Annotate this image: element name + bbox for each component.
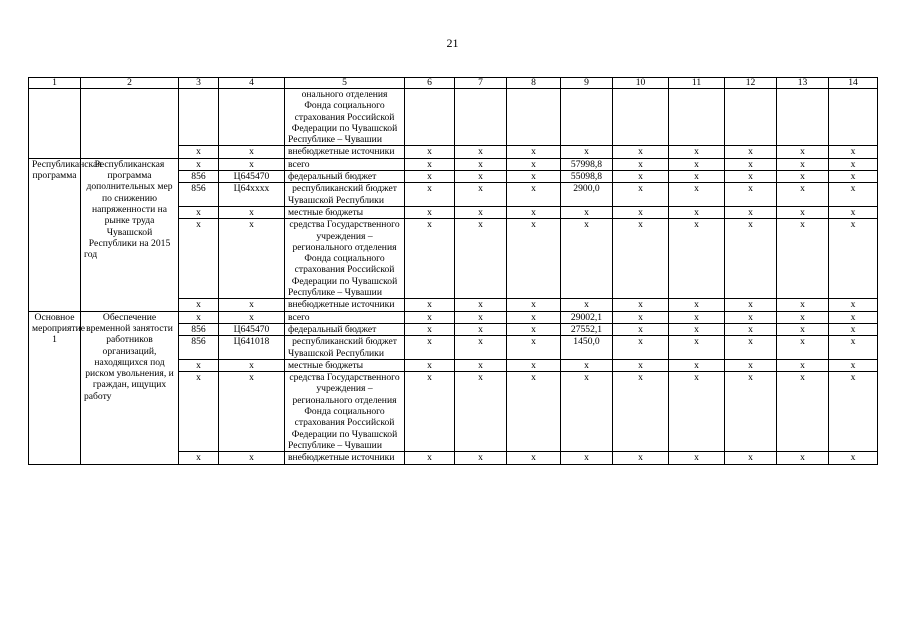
- cell-value: x: [455, 299, 507, 311]
- cell-value: x: [829, 183, 878, 207]
- cell-code: x: [179, 311, 219, 323]
- cell-funding-source: внебюджетные источники: [285, 146, 405, 158]
- cell-value: [725, 89, 777, 146]
- cell-code: x: [179, 299, 219, 311]
- cell-value: x: [405, 183, 455, 207]
- column-header: 9: [561, 78, 613, 89]
- column-header: 8: [507, 78, 561, 89]
- cell-value: x: [455, 171, 507, 183]
- column-header: 11: [669, 78, 725, 89]
- cell-value: [777, 89, 829, 146]
- cell-value: x: [507, 323, 561, 335]
- cell-value: x: [455, 323, 507, 335]
- cell-value: x: [725, 158, 777, 170]
- cell-value: [669, 89, 725, 146]
- cell-value: x: [405, 206, 455, 218]
- cell-value: x: [561, 219, 613, 299]
- cell-value: x: [455, 336, 507, 360]
- budget-table: [28, 77, 878, 465]
- cell-funding-source: внебюджетные источники: [285, 452, 405, 464]
- cell-value: x: [561, 206, 613, 218]
- cell-value: x: [613, 299, 669, 311]
- cell-code: [179, 89, 219, 146]
- column-header: 5: [285, 78, 405, 89]
- cell-value: x: [455, 359, 507, 371]
- cell-value: x: [777, 452, 829, 464]
- cell-funding-source: всего: [285, 311, 405, 323]
- cell-funding-source: республиканский бюджет Чувашской Республики: [285, 336, 405, 360]
- cell-value: x: [777, 336, 829, 360]
- cell-target-article: Ц645470: [219, 323, 285, 335]
- cell-value: x: [405, 219, 455, 299]
- cell-value: x: [613, 452, 669, 464]
- cell-target-article: x: [219, 372, 285, 452]
- cell-value: x: [561, 452, 613, 464]
- cell-value: x: [507, 452, 561, 464]
- page-number: 21: [446, 36, 459, 50]
- cell-value: x: [613, 171, 669, 183]
- cell-value: x: [829, 372, 878, 452]
- cell-value: x: [455, 219, 507, 299]
- cell-value: x: [777, 219, 829, 299]
- cell-empty: [29, 89, 81, 159]
- cell-code: x: [179, 146, 219, 158]
- cell-funding-source: внебюджетные источники: [285, 299, 405, 311]
- cell-value: x: [613, 183, 669, 207]
- cell-funding-source: местные бюджеты: [285, 359, 405, 371]
- cell-value: x: [725, 219, 777, 299]
- cell-value: x: [561, 146, 613, 158]
- cell-value: x: [455, 183, 507, 207]
- cell-target-article: x: [219, 311, 285, 323]
- cell-value: x: [725, 323, 777, 335]
- cell-target-article: x: [219, 146, 285, 158]
- cell-value: x: [669, 299, 725, 311]
- cell-value: x: [669, 171, 725, 183]
- cell-value: x: [561, 299, 613, 311]
- cell-value: x: [613, 158, 669, 170]
- cell-value: x: [613, 219, 669, 299]
- cell-code: 856: [179, 183, 219, 207]
- cell-value: x: [561, 372, 613, 452]
- cell-funding-source: средства Государственного учреждения – регионального отделения Фонда социального страхования Российской Федерации по Чувашской Республике – Чувашии: [285, 219, 405, 299]
- cell-value: x: [613, 146, 669, 158]
- column-header: 13: [777, 78, 829, 89]
- cell-value: x: [455, 158, 507, 170]
- cell-funding-source: местные бюджеты: [285, 206, 405, 218]
- column-header: 14: [829, 78, 878, 89]
- cell-code: 856: [179, 171, 219, 183]
- cell-value: x: [405, 146, 455, 158]
- cell-value: x: [613, 372, 669, 452]
- cell-target-article: Ц641018: [219, 336, 285, 360]
- cell-value: x: [725, 206, 777, 218]
- cell-value: [561, 89, 613, 146]
- cell-value: x: [725, 359, 777, 371]
- cell-value: x: [669, 359, 725, 371]
- cell-funding-source: онального отделения Фонда социального страхования Российской Федерации по Чувашской Республике – Чувашии: [285, 89, 405, 146]
- cell-value: [829, 89, 878, 146]
- cell-value: 1450,0: [561, 336, 613, 360]
- cell-value: x: [829, 146, 878, 158]
- section-name: Обеспечение временной занятости работников организаций, находящихся под риском увольнения, и граждан, ищущих работу: [81, 311, 179, 464]
- cell-value: x: [405, 323, 455, 335]
- cell-value: x: [829, 299, 878, 311]
- cell-value: x: [613, 206, 669, 218]
- cell-value: 27552,1: [561, 323, 613, 335]
- column-header: 12: [725, 78, 777, 89]
- cell-value: x: [829, 206, 878, 218]
- header-row: [29, 78, 878, 89]
- cell-value: x: [777, 183, 829, 207]
- cell-target-article: x: [219, 452, 285, 464]
- cell-value: x: [829, 219, 878, 299]
- cell-value: x: [561, 359, 613, 371]
- cell-empty: [81, 89, 179, 159]
- cell-funding-source: средства Государственного учреждения – регионального отделения Фонда социального страхования Российской Федерации по Чувашской Республике – Чувашии: [285, 372, 405, 452]
- cell-value: x: [405, 311, 455, 323]
- cell-value: x: [669, 183, 725, 207]
- cell-value: x: [455, 311, 507, 323]
- cell-value: x: [507, 171, 561, 183]
- cell-value: x: [669, 206, 725, 218]
- cell-value: x: [455, 452, 507, 464]
- cell-value: x: [669, 219, 725, 299]
- cell-value: x: [725, 171, 777, 183]
- cell-value: x: [669, 323, 725, 335]
- cell-funding-source: федеральный бюджет: [285, 323, 405, 335]
- cell-value: x: [507, 336, 561, 360]
- cell-target-article: [219, 89, 285, 146]
- column-header: 6: [405, 78, 455, 89]
- cell-code: x: [179, 359, 219, 371]
- column-header: 1: [29, 78, 81, 89]
- cell-value: x: [725, 311, 777, 323]
- section-title: Основное мероприятие 1: [29, 311, 81, 464]
- cell-target-article: x: [219, 299, 285, 311]
- cell-value: x: [777, 206, 829, 218]
- column-header: 7: [455, 78, 507, 89]
- cell-value: x: [669, 311, 725, 323]
- cell-code: 856: [179, 336, 219, 360]
- cell-value: x: [405, 452, 455, 464]
- table-row: [29, 311, 878, 323]
- cell-value: x: [507, 183, 561, 207]
- cell-target-article: Ц645470: [219, 171, 285, 183]
- cell-value: x: [613, 323, 669, 335]
- cell-value: x: [777, 171, 829, 183]
- cell-value: x: [613, 311, 669, 323]
- cell-value: x: [669, 158, 725, 170]
- cell-target-article: x: [219, 359, 285, 371]
- cell-value: x: [507, 146, 561, 158]
- column-header: 3: [179, 78, 219, 89]
- cell-value: x: [829, 311, 878, 323]
- cell-value: x: [613, 336, 669, 360]
- table-row: [29, 89, 878, 146]
- cell-value: x: [455, 206, 507, 218]
- cell-value: x: [725, 452, 777, 464]
- cell-value: x: [405, 359, 455, 371]
- cell-value: x: [669, 336, 725, 360]
- cell-funding-source: федеральный бюджет: [285, 171, 405, 183]
- cell-target-article: x: [219, 158, 285, 170]
- cell-code: x: [179, 372, 219, 452]
- cell-target-article: x: [219, 206, 285, 218]
- cell-code: x: [179, 158, 219, 170]
- cell-value: 29002,1: [561, 311, 613, 323]
- cell-value: x: [829, 336, 878, 360]
- cell-value: x: [507, 311, 561, 323]
- cell-value: 55098,8: [561, 171, 613, 183]
- cell-value: x: [669, 452, 725, 464]
- cell-value: x: [777, 146, 829, 158]
- cell-value: x: [829, 452, 878, 464]
- cell-value: x: [507, 158, 561, 170]
- cell-value: x: [725, 146, 777, 158]
- cell-value: x: [725, 372, 777, 452]
- cell-value: [455, 89, 507, 146]
- cell-code: x: [179, 452, 219, 464]
- cell-value: x: [725, 299, 777, 311]
- cell-value: x: [507, 299, 561, 311]
- cell-target-article: x: [219, 219, 285, 299]
- cell-value: x: [777, 323, 829, 335]
- cell-value: x: [725, 336, 777, 360]
- cell-value: x: [777, 311, 829, 323]
- cell-value: x: [777, 359, 829, 371]
- column-header: 10: [613, 78, 669, 89]
- cell-funding-source: республиканский бюджет Чувашской Республики: [285, 183, 405, 207]
- cell-value: x: [507, 206, 561, 218]
- cell-value: x: [669, 372, 725, 452]
- section-title: Республиканская программа: [29, 158, 81, 311]
- cell-target-article: Ц64xxxx: [219, 183, 285, 207]
- cell-value: x: [777, 299, 829, 311]
- cell-code: 856: [179, 323, 219, 335]
- section-name: Республиканская программа дополнительных мер по снижению напряженности на рынке труда Чувашской Республики на 2015 год: [81, 158, 179, 311]
- cell-code: x: [179, 219, 219, 299]
- cell-value: [507, 89, 561, 146]
- table-row: [29, 158, 878, 170]
- cell-value: [613, 89, 669, 146]
- cell-value: x: [829, 359, 878, 371]
- cell-value: 2900,0: [561, 183, 613, 207]
- cell-code: x: [179, 206, 219, 218]
- cell-value: x: [405, 372, 455, 452]
- cell-value: x: [777, 158, 829, 170]
- cell-value: [405, 89, 455, 146]
- cell-value: x: [405, 336, 455, 360]
- cell-value: x: [777, 372, 829, 452]
- cell-value: x: [669, 146, 725, 158]
- column-header: 4: [219, 78, 285, 89]
- cell-value: x: [829, 171, 878, 183]
- cell-funding-source: всего: [285, 158, 405, 170]
- cell-value: x: [455, 146, 507, 158]
- cell-value: x: [725, 183, 777, 207]
- cell-value: x: [507, 359, 561, 371]
- cell-value: x: [455, 372, 507, 452]
- cell-value: x: [405, 171, 455, 183]
- cell-value: x: [507, 372, 561, 452]
- cell-value: x: [507, 219, 561, 299]
- cell-value: x: [613, 359, 669, 371]
- cell-value: x: [829, 323, 878, 335]
- column-header: 2: [81, 78, 179, 89]
- cell-value: x: [405, 158, 455, 170]
- cell-value: x: [405, 299, 455, 311]
- cell-value: x: [829, 158, 878, 170]
- cell-value: 57998,8: [561, 158, 613, 170]
